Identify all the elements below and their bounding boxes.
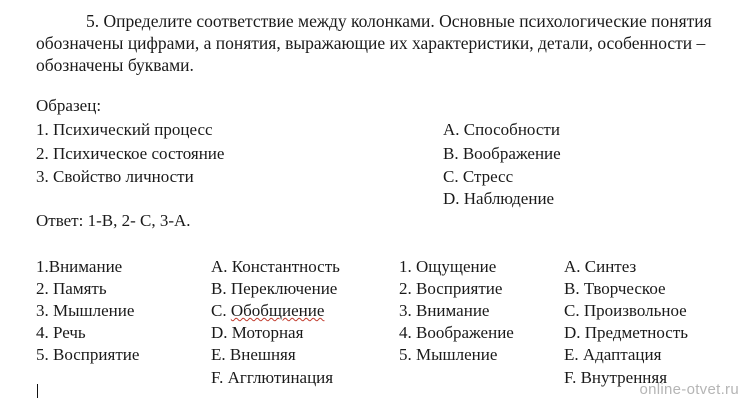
example-left-item: 2. Психическое состояние bbox=[36, 144, 225, 163]
table1-number-item: 2. Память bbox=[36, 279, 107, 298]
table1-letter-item: А. Константность bbox=[211, 257, 340, 276]
watermark: online-otvet.ru bbox=[639, 381, 739, 398]
table1-letter-prefix: С. bbox=[211, 301, 231, 320]
example-right-item: А. Способности bbox=[443, 120, 560, 139]
table1-letter-item: D. Моторная bbox=[211, 323, 304, 342]
table1-letter-item: Е. Внешняя bbox=[211, 345, 296, 364]
table2-number-item: 1. Ощущение bbox=[399, 257, 497, 276]
table1-number-item: 1.Внимание bbox=[36, 257, 123, 276]
example-answer: Ответ: 1-В, 2- С, 3-А. bbox=[36, 211, 191, 230]
misspelled-word: Обобщиение bbox=[230, 301, 325, 320]
example-right-item: D. Наблюдение bbox=[443, 189, 555, 208]
example-left-item: 3. Свойство личности bbox=[36, 167, 194, 186]
table2-letter-item: Е. Адаптация bbox=[564, 345, 662, 364]
table1-number-item: 5. Восприятие bbox=[36, 345, 140, 364]
example-right-item: С. Стресс bbox=[443, 167, 514, 186]
table2-number-item: 3. Внимание bbox=[399, 301, 490, 320]
table2-letter-item: В. Творческое bbox=[564, 279, 666, 298]
table1-number-item: 3. Мышление bbox=[36, 301, 135, 320]
text-cursor bbox=[37, 384, 38, 398]
table2-letter-item: А. Синтез bbox=[564, 257, 637, 276]
table2-letter-item: F. Внутренняя bbox=[564, 368, 668, 387]
table2-number-item: 4. Воображение bbox=[399, 323, 514, 342]
table1-letter-item: F. Агглютинация bbox=[211, 368, 334, 387]
example-right-item: В. Воображение bbox=[443, 144, 561, 163]
table2-letter-item: D. Предметность bbox=[564, 323, 689, 342]
example-heading: Образец: bbox=[36, 96, 102, 115]
task-text: 5. Определите соответствие между колонками. Основные психологические понятия обозначены цифрами, а понятия, выражающие их характеристики, детали, особенности – обозначены буквами. bbox=[36, 11, 712, 75]
table2-number-item: 5. Мышление bbox=[399, 345, 498, 364]
example-left-item: 1. Психический процесс bbox=[36, 120, 213, 139]
table1-letter-item bbox=[211, 301, 324, 321]
table2-letter-item: С. Произвольное bbox=[564, 301, 687, 320]
table1-letter-item: В. Переключение bbox=[211, 279, 338, 298]
table2-number-item: 2. Восприятие bbox=[399, 279, 503, 298]
table1-number-item: 4. Речь bbox=[36, 323, 86, 342]
